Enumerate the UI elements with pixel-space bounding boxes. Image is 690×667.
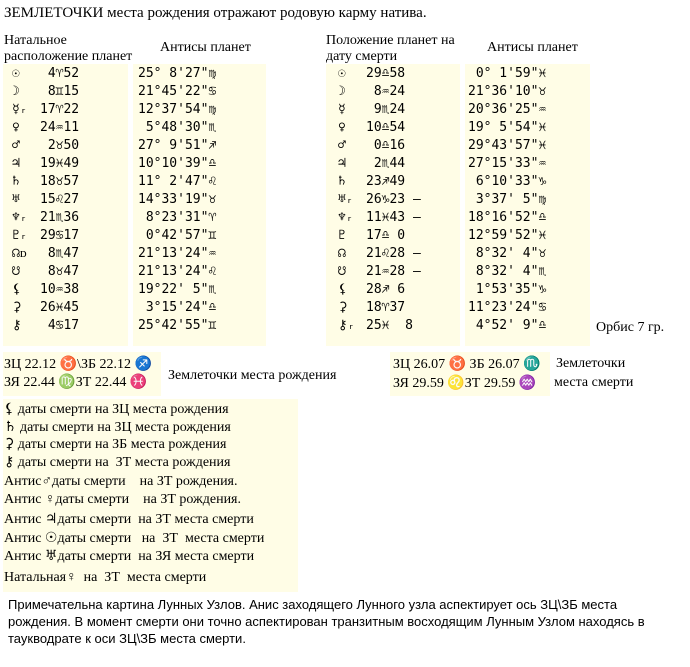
planet-antiscion: 8°32' 4"♉ — [468, 246, 547, 261]
planet-position: 21♌28 – — [366, 246, 421, 261]
planet-glyph: ♂ — [338, 138, 346, 153]
planet-antiscion: 27° 9'51"♐ — [138, 138, 217, 153]
death-axes-line2: ЗЯ 29.59 ♌ЗТ 29.59 ♒ — [393, 376, 537, 391]
natal-positions-header: Натальное расположение планет — [4, 33, 133, 64]
planet-glyph: ⚳ — [338, 300, 348, 315]
planet-position: 8♏47 — [40, 246, 80, 261]
planet-position: 25♓ 8 — [366, 318, 413, 333]
note-line: ⚸ даты смерти на ЗЦ места рождения — [4, 402, 229, 417]
planet-position: 24♒11 — [40, 120, 80, 135]
death-positions-header: Положение планет на дату смерти — [326, 33, 455, 64]
planet-antiscion: 10°10'39"♎ — [138, 156, 217, 171]
planet-glyph: ♂ — [12, 138, 20, 153]
planet-glyph: ♇ — [338, 228, 346, 243]
natal-antiscia-header: Антисы планет — [160, 40, 251, 55]
planet-antiscion: 0° 1'59"♓ — [468, 66, 547, 81]
planet-antiscion: 21°13'24"♌ — [138, 264, 217, 279]
planet-position: 23♐49 — [366, 174, 406, 189]
death-axes-line1: ЗЦ 26.07 ♉ ЗБ 26.07 ♏ — [393, 357, 541, 372]
planet-antiscion: 5°48'30"♏ — [138, 120, 217, 135]
planet-antiscion: 3°37' 5"♍ — [468, 192, 547, 207]
planet-position: 17♈22 — [40, 102, 80, 117]
planet-position: 15♌27 — [40, 192, 80, 207]
note-line: ♄ даты смерти на ЗЦ места рождения — [4, 420, 231, 435]
planet-glyph: ☽ — [12, 84, 20, 99]
planet-antiscion: 6°10'33"♑ — [468, 174, 547, 189]
planet-antiscion: 11°23'24"♋ — [468, 300, 547, 315]
planet-glyph: ☋ — [338, 264, 346, 279]
planet-antiscion: 11° 2'47"♌ — [138, 174, 217, 189]
planet-glyph: ☿ — [338, 102, 346, 117]
planet-position: 2♏44 — [366, 156, 406, 171]
planet-position: 29♎58 — [366, 66, 406, 81]
planet-glyph: ☿ᵣ — [12, 102, 28, 117]
planet-antiscion: 12°59'52"♓ — [468, 228, 547, 243]
planet-glyph: ⚸ — [338, 282, 348, 297]
planet-glyph: ♅ — [12, 192, 20, 207]
planet-glyph: ⚳ — [12, 300, 22, 315]
birth-axes-line2: ЗЯ 22.44 ♍ЗТ 22.44 ♓ — [4, 375, 148, 390]
planet-position: 21♏36 — [40, 210, 80, 225]
note-line: ⚷ даты смерти на ЗТ места рождения — [4, 455, 231, 470]
note-line: Антис ♀даты смерти на ЗТ рождения. — [4, 492, 241, 507]
planet-antiscion: 27°15'33"♒ — [468, 156, 547, 171]
planet-glyph: ♃ — [12, 156, 20, 171]
planet-glyph: ⚸ — [12, 282, 22, 297]
planet-antiscion: 29°43'57"♓ — [468, 138, 547, 153]
planet-antiscion: 8°32' 4"♏ — [468, 264, 547, 279]
planet-glyph: ☉ — [12, 66, 20, 81]
planet-position: 8♉47 — [40, 264, 80, 279]
planet-glyph: ☉ — [338, 66, 346, 81]
planet-position: 19♓49 — [40, 156, 80, 171]
planet-glyph: ⚷ᵣ — [338, 318, 356, 333]
planet-antiscion: 18°16'52"♎ — [468, 210, 547, 225]
planet-antiscion: 12°37'54"♍ — [138, 102, 217, 117]
planet-position: 4♋17 — [40, 318, 80, 333]
planet-glyph: ♃ — [338, 156, 346, 171]
note-line: Натальная♀ на ЗТ места смерти — [4, 570, 207, 585]
note-line: Антис♂даты смерти на ЗТ рождения. — [4, 474, 238, 489]
planet-antiscion: 8°23'31"♈ — [138, 210, 217, 225]
planet-antiscion: 21°45'22"♋ — [138, 84, 217, 99]
note-line: ⚳ даты смерти на ЗБ места рождения — [4, 437, 227, 452]
death-place-label: места смерти — [554, 375, 634, 390]
planet-antiscion: 19°22' 5"♏ — [138, 282, 217, 297]
planet-position: 9♏24 — [366, 102, 406, 117]
planet-position: 29♋17 — [40, 228, 80, 243]
birth-axes-line1: ЗЦ 22.12 ♉\ЗБ 22.12 ♐ — [4, 357, 152, 372]
planet-position: 4♈52 — [40, 66, 80, 81]
planet-position: 28♐ 6 — [366, 282, 406, 297]
planet-antiscion: 14°33'19"♉ — [138, 192, 217, 207]
planet-glyph: ♅ᵣ — [338, 192, 354, 207]
planet-glyph: ♀ — [12, 120, 20, 135]
planet-position: 17♎ 0 — [366, 228, 406, 243]
planet-antiscion: 3°15'24"♎ — [138, 300, 217, 315]
planet-position: 18♉57 — [40, 174, 80, 189]
planet-position: 26♑23 – — [366, 192, 421, 207]
note-line: Антис ♅даты смерти на ЗЯ места смерти — [4, 549, 255, 564]
commentary-paragraph: Примечательна картина Лунных Узлов. Анис заходящего Лунного узла аспектирует ось ЗЦ\ЗБ места рождения. В момент смерти они точно аспектирован транзитным восходящим Лунным Узлом находясь в таукводрате к оси ЗЦ\ЗБ места смерти. — [8, 597, 645, 646]
note-line: Антис ☉даты смерти на ЗТ места смерти — [4, 531, 265, 546]
planet-glyph: ☋ — [12, 264, 20, 279]
planet-position: 11♓43 – — [366, 210, 421, 225]
planet-position: 21♒28 – — [366, 264, 421, 279]
planet-glyph: ♀ — [338, 120, 346, 135]
planet-position: 18♈37 — [366, 300, 406, 315]
planet-antiscion: 20°36'25"♒ — [468, 102, 547, 117]
planet-glyph: ♄ — [338, 174, 346, 189]
planet-antiscion: 21°13'24"♒ — [138, 246, 217, 261]
planet-glyph: ☊ — [338, 246, 346, 261]
planet-position: 8♊15 — [40, 84, 80, 99]
death-antiscia-header: Антисы планет — [487, 40, 578, 55]
zemletochki-birth-label: Землеточки места рождения — [168, 368, 337, 383]
planet-position: 2♉50 — [40, 138, 80, 153]
planet-position: 10♎54 — [366, 120, 406, 135]
planet-antiscion: 4°52' 9"♎ — [468, 318, 547, 333]
planet-glyph: ♆ᵣ — [338, 210, 354, 225]
planet-antiscion: 25°42'55"♊ — [138, 318, 217, 333]
planet-antiscion: 1°53'35"♑ — [468, 282, 547, 297]
zemletochki-death-label: Землеточки — [556, 356, 626, 371]
planet-antiscion: 0°42'57"♊ — [138, 228, 217, 243]
planet-position: 26♓45 — [40, 300, 80, 315]
orbis-label: Орбис 7 гр. — [596, 320, 665, 335]
planet-antiscion: 21°36'10"♉ — [468, 84, 547, 99]
planet-position: 10♒38 — [40, 282, 80, 297]
planet-glyph: ☊ᴅ — [12, 246, 27, 261]
planet-glyph: ♆ᵣ — [12, 210, 28, 225]
planet-glyph: ☽ — [338, 84, 346, 99]
planet-glyph: ♄ — [12, 174, 20, 189]
planet-antiscion: 25° 8'27"♍ — [138, 66, 217, 81]
page-title: ЗЕМЛЕТОЧКИ места рождения отражают родовую карму натива. — [4, 5, 427, 21]
planet-position: 8♒24 — [366, 84, 406, 99]
note-line: Антис ♃даты смерти на ЗТ места смерти — [4, 512, 254, 527]
planet-position: 0♎16 — [366, 138, 406, 153]
planet-antiscion: 19° 5'54"♓ — [468, 120, 547, 135]
planet-glyph: ⚷ — [12, 318, 22, 333]
planet-glyph: ♇ᵣ — [12, 228, 28, 243]
